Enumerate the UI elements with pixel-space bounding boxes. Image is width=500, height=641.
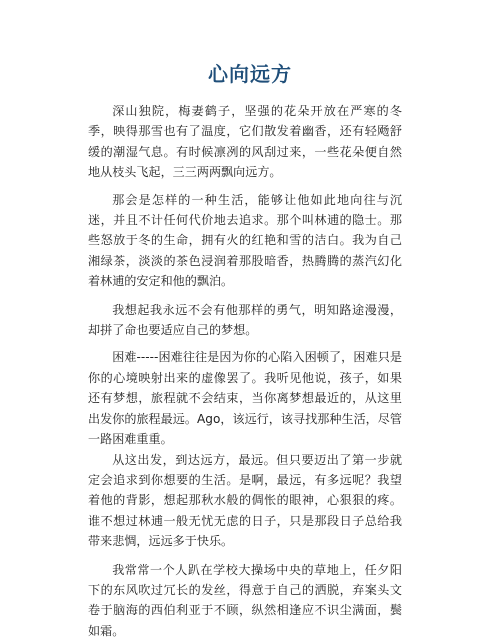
paragraph-6: 我常常一个人趴在学校大操场中央的草地上，任夕阳下的东风吹过冗长的发丝，得意于自己的洒脱，弃案头文卷于脑海的西伯利亚于不顾，纵然相逢应不识尘满面，鬓如霜。 xyxy=(88,562,402,638)
paragraph-4: 困难-----困难往往是因为你的心陷入困顿了，困难只是你的心境映射出来的虚像罢了。我听见他说，孩子，如果还有梦想，旅程就不会结束，当你离梦想最近的，从这里出发你的旅程最远。Ago，该远行，该寻找那种生活，尽管一路困难重重。 xyxy=(88,350,402,447)
paragraph-1: 深山独院，梅妻鹤子，坚强的花朵开放在严寒的冬季，映得那雪也有了温度，它们散发着幽香，还有轻飏舒缓的潮湿气息。有时候凛冽的风刮过来，一些花朵便自然地从枝头飞起，三三两两飘向远方。 xyxy=(88,104,402,180)
paragraph-2: 那会是怎样的一种生活，能够让他如此地向往与沉迷，并且不计任何代价地去追求。那个叫林逋的隐士。那些怒放于冬的生命，拥有火的红艳和雪的洁白。我为自己湘绿茶，淡淡的茶色浸润着那股暗香，热腾腾的蒸汽幻化着林逋的安定和他的飘泊。 xyxy=(88,192,402,289)
paragraph-3: 我想起我永远不会有他那样的勇气，明知路途漫漫，却拼了命也要适应自己的梦想。 xyxy=(88,302,402,338)
page-title: 心向远方 xyxy=(208,62,292,86)
paragraph-5: 从这出发，到达远方，最远。但只要迈出了第一步就定会追求到你想要的生活。是啊，最远，有多远呢？我望着他的背影，想起那秋水般的倜怅的眼神，心狠狠的疼。谁不想过林逋一般无忧无虑的日子，只是那段日子总给我带来悲惆，远远多于快乐。 xyxy=(88,452,402,549)
article-body xyxy=(88,101,402,641)
